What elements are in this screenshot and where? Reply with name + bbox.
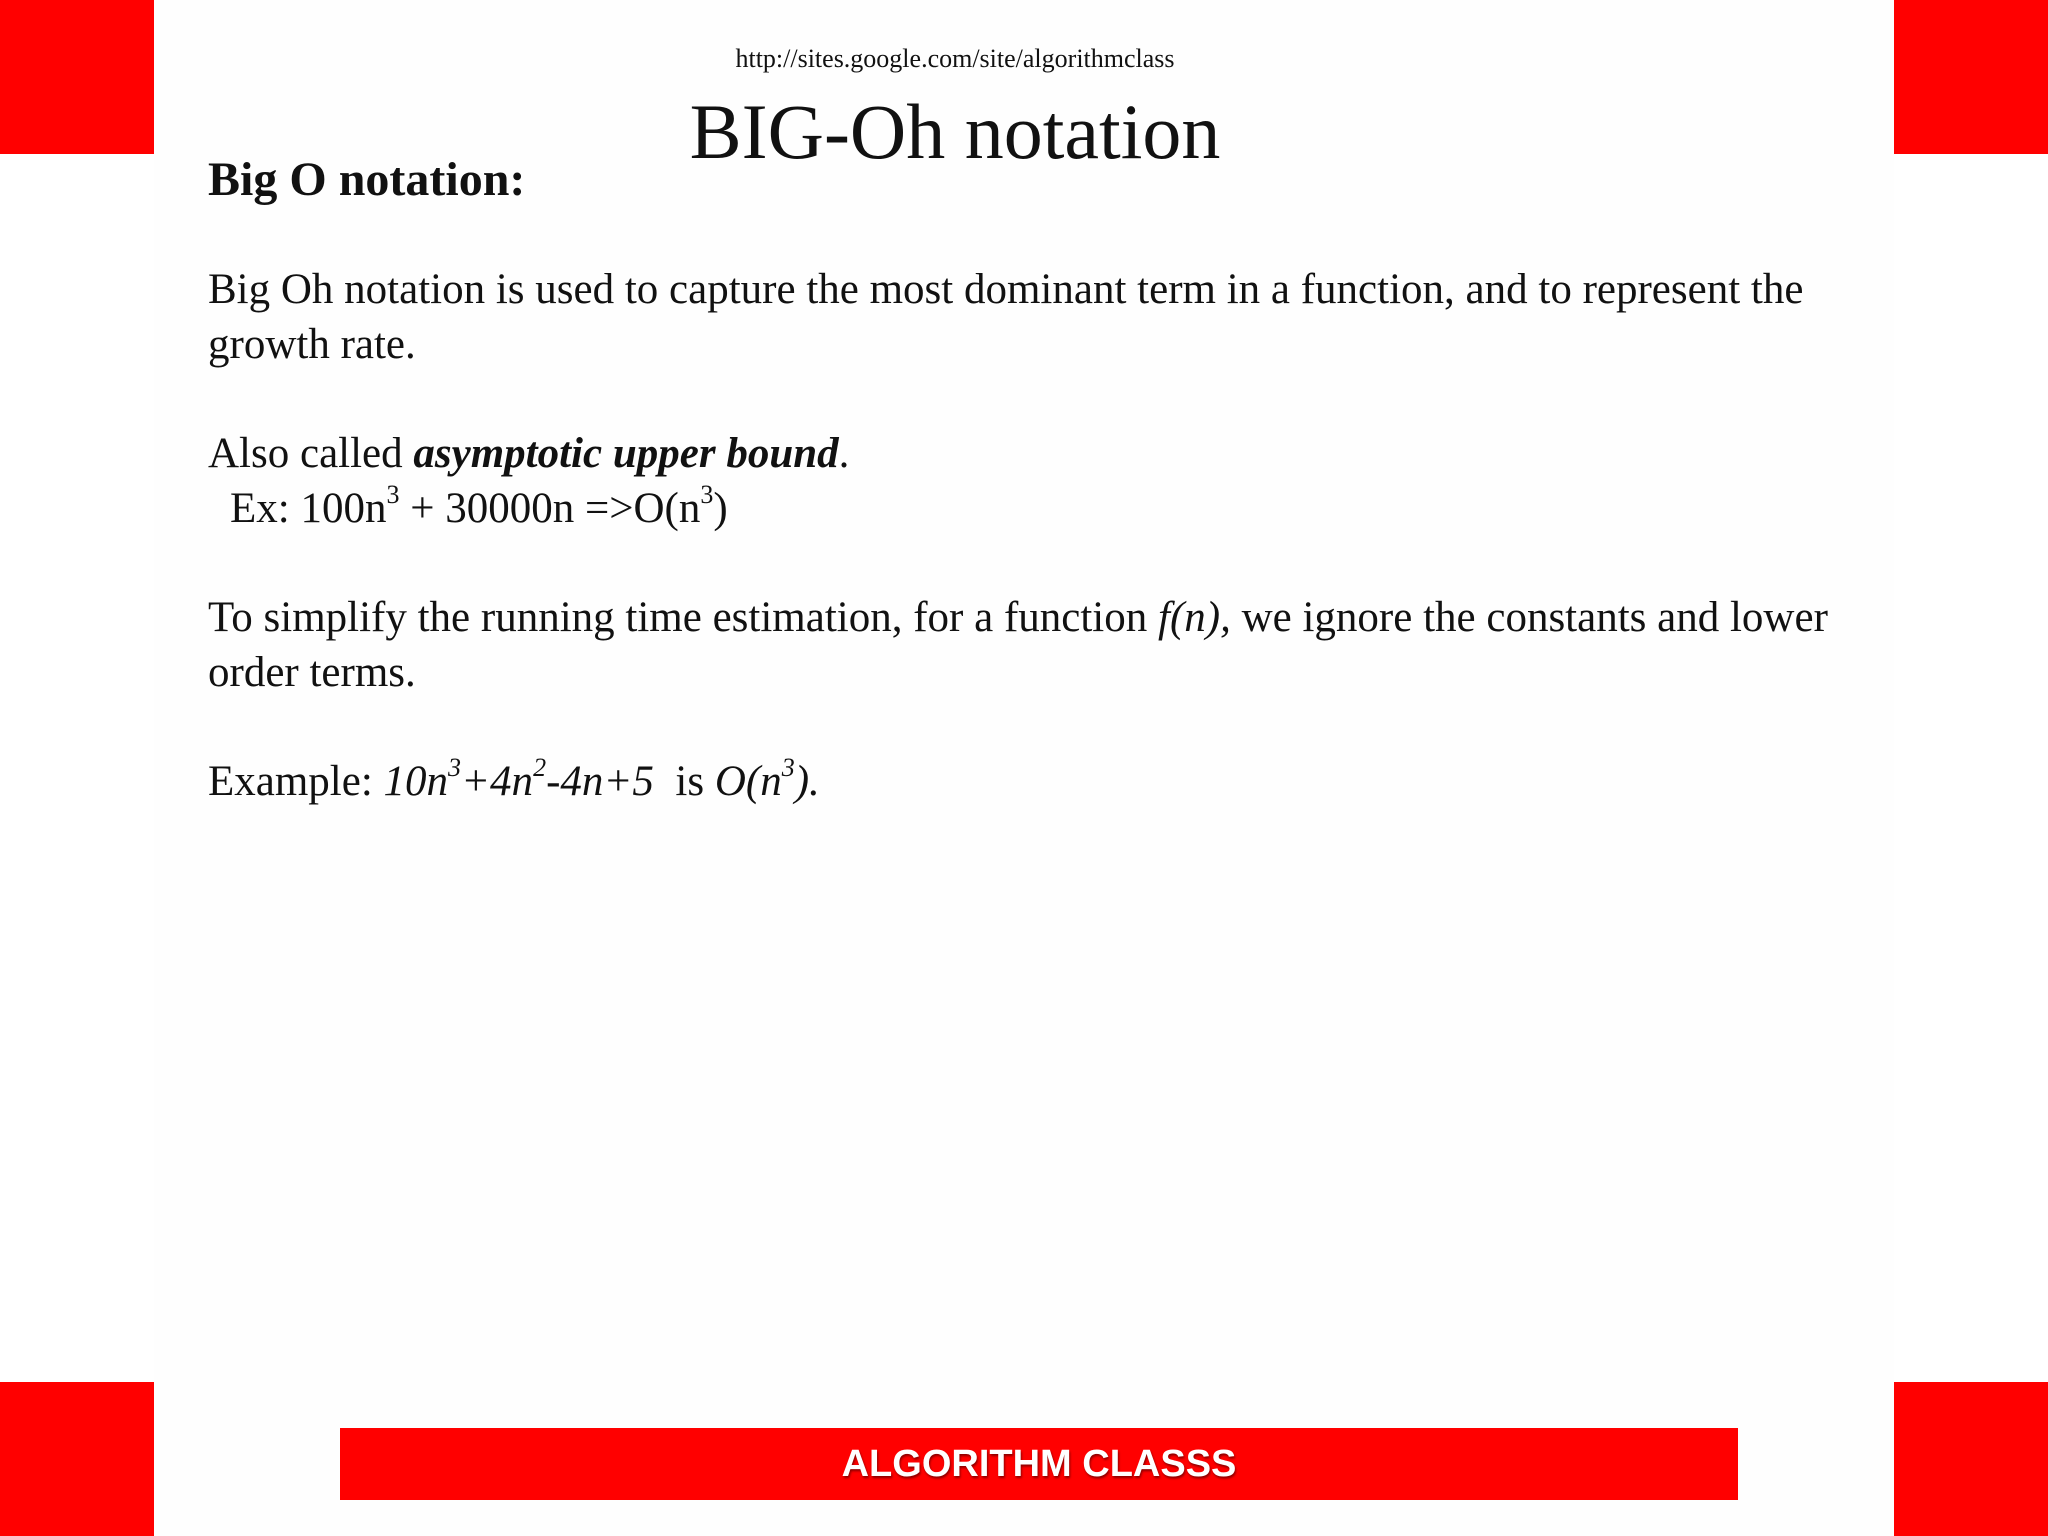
- function-f-of-n: f(n),: [1158, 594, 1231, 641]
- slide-title: BIG-Oh notation: [689, 88, 1221, 175]
- example-one: Ex: $100n^3 + 30000n =>O(n^3)$: [230, 479, 728, 532]
- also-called-paragraph: Also called asymptotic upper bound.: [208, 430, 850, 477]
- footer-label: ALGORITHM CLASSS: [841, 1442, 1237, 1485]
- simplify-paragraph: To simplify the running time estimation, for a function f(n), we ignore the constants and lower order terms.: [208, 594, 1828, 696]
- corner-decoration-bottom-left: [0, 1382, 154, 1536]
- asymptotic-upper-bound-term: asymptotic upper bound: [413, 430, 839, 477]
- example-big-o-result: $O(n^3)$.: [714, 752, 820, 805]
- example-two: Example: $10n^3+4n^2-4n+5$ is $O(n^3)$.: [208, 752, 820, 805]
- corner-decoration-bottom-right: [1894, 1382, 2048, 1536]
- definition-paragraph: Big Oh notation is used to capture the most dominant term in a function, and to represent the growth rate.: [208, 266, 1804, 368]
- slide-content: [208, 262, 1858, 809]
- example-polynomial: $10n^3+4n^2-4n+5$: [383, 752, 654, 805]
- section-heading: Big O notation:: [208, 153, 526, 206]
- footer-banner: [340, 1428, 1738, 1500]
- corner-decoration-top-right: [1894, 0, 2048, 154]
- site-url[interactable]: http://sites.google.com/site/algorithmclass: [735, 44, 1175, 73]
